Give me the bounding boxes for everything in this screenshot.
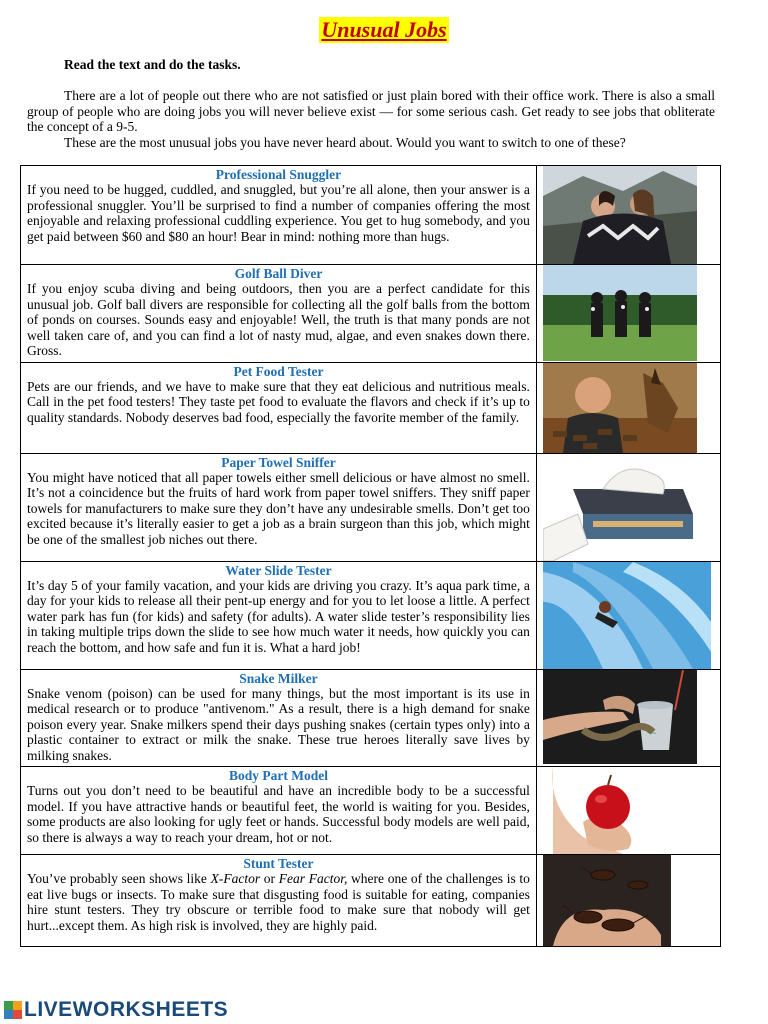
job-title: Stunt Tester [243,856,314,871]
job-title: Pet Food Tester [233,363,324,379]
job-text-cell [21,166,537,265]
job-title: Professional Snuggler [215,167,342,182]
water-slide-photo [543,562,711,669]
logo-text: LIVEWORKSHEETS [24,998,229,1021]
job-description: If you need to be hugged, cuddled, and snuggled, but you’re all alone, then your answer is a professional snuggler. You’ll be surprised to find a number of companies offering the most enjoyable and relaxing professional cuddling experience. You get to hug somebody, and you get paid between $60 and $80 an hour! Bear in mind: nothing more than hugs. [27,182,530,244]
job-description: If you enjoy scuba diving and being outdoors, then you are a perfect candidate for this unusual job. Golf ball divers are responsible for collecting all the golf balls from the bottom of ponds on courses. Sounds easy and enjoyable! Well, the truth is that many ponds are not well taken care of, and you can find a lot of nasty mud, algae, and even snakes down there. Gross. [27,281,530,358]
job-title: Snake Milker [239,670,318,686]
job-description: Pets are our friends, and we have to make sure that they eat delicious and nutritious meals. Call in the pet food testers! They taste pet food to evaluate the flavors and check if it’s up to quality standards. Nobody deserves bad food, especially the favorite member of the family. [27,378,530,425]
golf-diver-photo [543,265,697,361]
snake-milker-photo [543,670,697,764]
table-row [21,362,721,453]
job-description: Turns out you don’t need to be beautiful and have an incredible body to be a successful model. If you have attractive hands or beautiful feet, the world is waiting for you. Besides, some products are also looking for ugly feet or hands. Successful body models are well paid, so there is always a way to reach your dream, hot or not. [27,783,530,845]
table-row [21,265,721,363]
job-text-cell [21,669,537,767]
job-title: Body Part Model [228,768,328,783]
logo-square [13,1010,22,1019]
text-segment: where one of the challenges is to eat live bugs or insects. To make sure that disgusting food is suitable for eating, companies hire stunt testers. They try obscure or terrible food to make sure that nobody will get hurt...except them. As high risk is involved, they are highly paid. [27,871,530,933]
job-description [27,871,530,933]
snuggler-photo [543,166,697,264]
job-image-cell [536,362,720,453]
job-title: Paper Towel Sniffer [221,454,336,470]
logo-square [4,1010,13,1019]
liveworksheets-logo-icon [4,1001,22,1019]
show-name: Fear Factor, [278,871,348,886]
table-row [21,669,721,767]
svg-text:~~: ~~ [646,728,657,738]
pet-food-tester-photo [543,363,697,453]
footer-logo[interactable] [4,998,228,1022]
job-image-cell [536,453,720,561]
instruction-text: Read the text and do the tasks. [64,57,241,72]
job-description: Snake venom (poison) can be used for many things, but the most important is its use in medical research or to produce "antivenom." As a result, there is a high demand for snake poison every year. Snake milkers spend their days pushing snakes (certain types only) into a plastic container to extract or milk the snake. These true heroes literally save lives by milking snakes. [27,685,530,763]
job-image-cell [536,767,720,855]
job-text-cell [21,767,537,855]
text-segment: You’ve probably seen shows like [27,871,211,886]
table-row [21,767,721,855]
jobs-table [20,165,721,947]
table-row [21,855,721,947]
job-text-cell [21,362,537,453]
stunt-tester-photo [543,855,671,946]
job-description: It’s day 5 of your family vacation, and your kids are driving you crazy. It’s aqua park time, a day for your kids to release all their pent-up energy and for you to let loose a little. A perfect water park has fun (for kids) and safety (for adults). A water slide tester’s responsibility lies in taking multiple trips down the slide to see how much water it needs, how quickly you can reach the bottom, and how safe and fun it is. What a hard job! [27,577,530,655]
body-part-model-photo [543,767,685,854]
logo-square [4,1001,13,1010]
job-image-cell [536,561,720,669]
show-name: X-Factor [210,871,261,886]
table-row [21,166,721,265]
page-title: Unusual Jobs [321,17,447,42]
job-text-cell [21,265,537,363]
job-image-cell [536,669,720,767]
job-text-cell [21,453,537,561]
intro-paragraphs [27,88,715,150]
job-image-cell [536,265,720,363]
job-image-cell [536,166,720,265]
intro-paragraph-1: There are a lot of people out there who are not satisfied or just plain bored with their office work. There is also a small group of people who are doing jobs you will never believe exist — for some serious cash. Get ready to see jobs that obliterate the concept of a 9-5. [27,88,715,134]
job-title: Golf Ball Diver [234,266,323,281]
paper-towel-photo [543,454,697,561]
table-row [21,453,721,561]
job-description: You might have noticed that all paper towels either smell delicious or have almost no smell. It’s not a coincidence but the fruits of hard work from paper towel sniffers. They sniff paper towels for manufacturers to make sure they don’t have any undesirable smells. Don’t get too excited because it’s literally easier to get a job as a brain surgeon than this job, which might be one of the smallest job niches out there. [27,469,530,547]
intro-paragraph-2: These are the most unusual jobs you have never heard about. Would you want to switch to one of these? [64,134,626,150]
job-image-cell [536,855,720,947]
job-title: Water Slide Tester [225,562,332,578]
text-segment: or [260,871,279,886]
job-text-cell [21,561,537,669]
job-text-cell [21,855,537,947]
table-row [21,561,721,669]
logo-square [13,1001,22,1010]
